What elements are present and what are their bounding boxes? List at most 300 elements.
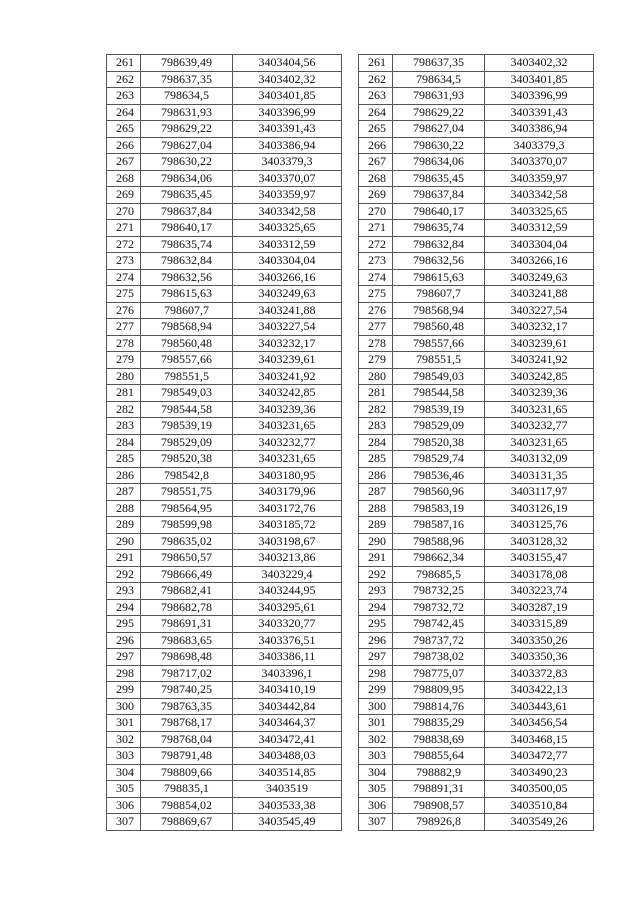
x-coordinate-cell: 798738,02 [393, 649, 485, 666]
point-number-cell: 305 [107, 781, 141, 798]
table-row [107, 121, 342, 138]
x-coordinate-cell: 798630,22 [393, 137, 485, 154]
x-coordinate-cell: 798568,94 [393, 302, 485, 319]
y-coordinate-cell: 3403172,76 [233, 500, 342, 517]
x-coordinate-cell: 798691,31 [141, 616, 233, 633]
y-coordinate-cell: 3403464,37 [233, 715, 342, 732]
y-coordinate-cell: 3403342,58 [485, 187, 594, 204]
x-coordinate-cell: 798763,35 [141, 698, 233, 715]
table-row [359, 418, 594, 435]
table-row [359, 632, 594, 649]
x-coordinate-cell: 798607,7 [393, 286, 485, 303]
x-coordinate-cell: 798775,07 [393, 665, 485, 682]
point-number-cell: 299 [359, 682, 393, 699]
x-coordinate-cell: 798629,22 [393, 104, 485, 121]
point-number-cell: 283 [107, 418, 141, 435]
point-number-cell: 272 [107, 236, 141, 253]
x-coordinate-cell: 798637,35 [141, 71, 233, 88]
x-coordinate-cell: 798564,95 [141, 500, 233, 517]
point-number-cell: 304 [107, 764, 141, 781]
y-coordinate-cell: 3403549,26 [485, 814, 594, 831]
y-coordinate-cell: 3403242,85 [233, 385, 342, 402]
point-number-cell: 307 [359, 814, 393, 831]
point-number-cell: 272 [359, 236, 393, 253]
point-number-cell: 290 [107, 533, 141, 550]
table-row [107, 385, 342, 402]
point-number-cell: 287 [107, 484, 141, 501]
x-coordinate-cell: 798637,84 [393, 187, 485, 204]
y-coordinate-cell: 3403179,96 [233, 484, 342, 501]
table-row [359, 550, 594, 567]
y-coordinate-cell: 3403231,65 [485, 434, 594, 451]
table-row [107, 814, 342, 831]
point-number-cell: 266 [359, 137, 393, 154]
point-number-cell: 276 [359, 302, 393, 319]
x-coordinate-cell: 798635,45 [393, 170, 485, 187]
point-number-cell: 300 [107, 698, 141, 715]
y-coordinate-cell: 3403232,17 [233, 335, 342, 352]
x-coordinate-cell: 798882,9 [393, 764, 485, 781]
y-coordinate-cell: 3403213,86 [233, 550, 342, 567]
y-coordinate-cell: 3403533,38 [233, 797, 342, 814]
y-coordinate-cell: 3403468,15 [485, 731, 594, 748]
x-coordinate-cell: 798640,17 [393, 203, 485, 220]
table-row [107, 599, 342, 616]
y-coordinate-cell: 3403325,65 [233, 220, 342, 237]
y-coordinate-cell: 3403229,4 [233, 566, 342, 583]
y-coordinate-cell: 3403266,16 [233, 269, 342, 286]
point-number-cell: 302 [359, 731, 393, 748]
point-number-cell: 286 [107, 467, 141, 484]
x-coordinate-cell: 798869,67 [141, 814, 233, 831]
table-row [107, 401, 342, 418]
point-number-cell: 281 [107, 385, 141, 402]
table-row [359, 665, 594, 682]
x-coordinate-cell: 798560,48 [141, 335, 233, 352]
x-coordinate-cell: 798768,17 [141, 715, 233, 732]
x-coordinate-cell: 798520,38 [393, 434, 485, 451]
table-row [359, 781, 594, 798]
table-row [359, 302, 594, 319]
point-number-cell: 307 [107, 814, 141, 831]
x-coordinate-cell: 798854,02 [141, 797, 233, 814]
y-coordinate-cell: 3403232,77 [233, 434, 342, 451]
point-number-cell: 283 [359, 418, 393, 435]
y-coordinate-cell: 3403312,59 [233, 236, 342, 253]
table-row [359, 467, 594, 484]
y-coordinate-cell: 3403386,94 [485, 121, 594, 138]
x-coordinate-cell: 798650,57 [141, 550, 233, 567]
y-coordinate-cell: 3403386,11 [233, 649, 342, 666]
point-number-cell: 273 [359, 253, 393, 270]
point-number-cell: 267 [107, 154, 141, 171]
x-coordinate-cell: 798855,64 [393, 748, 485, 765]
point-number-cell: 291 [107, 550, 141, 567]
point-number-cell: 271 [107, 220, 141, 237]
point-number-cell: 277 [359, 319, 393, 336]
point-number-cell: 294 [359, 599, 393, 616]
y-coordinate-cell: 3403249,63 [485, 269, 594, 286]
table-row [359, 764, 594, 781]
y-coordinate-cell: 3403456,54 [485, 715, 594, 732]
point-number-cell: 282 [359, 401, 393, 418]
y-coordinate-cell: 3403232,17 [485, 319, 594, 336]
x-coordinate-cell: 798568,94 [141, 319, 233, 336]
point-number-cell: 292 [359, 566, 393, 583]
coordinates-table-left [106, 54, 342, 831]
table-row [107, 632, 342, 649]
point-number-cell: 262 [107, 71, 141, 88]
point-number-cell: 271 [359, 220, 393, 237]
x-coordinate-cell: 798627,04 [141, 137, 233, 154]
y-coordinate-cell: 3403126,19 [485, 500, 594, 517]
y-coordinate-cell: 3403131,35 [485, 467, 594, 484]
y-coordinate-cell: 3403304,04 [485, 236, 594, 253]
coordinates-table-right [358, 54, 594, 831]
table-row [359, 220, 594, 237]
table-row [107, 665, 342, 682]
x-coordinate-cell: 798607,7 [141, 302, 233, 319]
table-row [107, 764, 342, 781]
table-row [359, 517, 594, 534]
table-row [107, 583, 342, 600]
y-coordinate-cell: 3403295,61 [233, 599, 342, 616]
x-coordinate-cell: 798768,04 [141, 731, 233, 748]
point-number-cell: 301 [359, 715, 393, 732]
table-row [359, 682, 594, 699]
y-coordinate-cell: 3403410,19 [233, 682, 342, 699]
table-row [107, 731, 342, 748]
table-row [359, 797, 594, 814]
y-coordinate-cell: 3403155,47 [485, 550, 594, 567]
table-row [107, 616, 342, 633]
table-row [107, 137, 342, 154]
y-coordinate-cell: 3403227,54 [485, 302, 594, 319]
table-row [359, 203, 594, 220]
y-coordinate-cell: 3403402,32 [233, 71, 342, 88]
y-coordinate-cell: 3403266,16 [485, 253, 594, 270]
x-coordinate-cell: 798632,84 [141, 253, 233, 270]
y-coordinate-cell: 3403180,95 [233, 467, 342, 484]
y-coordinate-cell: 3403241,88 [233, 302, 342, 319]
point-number-cell: 297 [359, 649, 393, 666]
x-coordinate-cell: 798615,63 [393, 269, 485, 286]
x-coordinate-cell: 798557,66 [141, 352, 233, 369]
x-coordinate-cell: 798551,5 [141, 368, 233, 385]
point-number-cell: 290 [359, 533, 393, 550]
table-row [107, 517, 342, 534]
y-coordinate-cell: 3403231,65 [233, 451, 342, 468]
y-coordinate-cell: 3403370,07 [233, 170, 342, 187]
x-coordinate-cell: 798583,19 [393, 500, 485, 517]
x-coordinate-cell: 798542,8 [141, 467, 233, 484]
table-row [107, 88, 342, 105]
y-coordinate-cell: 3403239,61 [485, 335, 594, 352]
table-row [359, 715, 594, 732]
x-coordinate-cell: 798835,1 [141, 781, 233, 798]
y-coordinate-cell: 3403396,99 [485, 88, 594, 105]
x-coordinate-cell: 798544,58 [393, 385, 485, 402]
point-number-cell: 291 [359, 550, 393, 567]
x-coordinate-cell: 798536,46 [393, 467, 485, 484]
table-row [107, 748, 342, 765]
x-coordinate-cell: 798635,02 [141, 533, 233, 550]
y-coordinate-cell: 3403304,04 [233, 253, 342, 270]
table-row [359, 451, 594, 468]
point-number-cell: 295 [359, 616, 393, 633]
y-coordinate-cell: 3403239,36 [233, 401, 342, 418]
y-coordinate-cell: 3403401,85 [485, 71, 594, 88]
y-coordinate-cell: 3403325,65 [485, 203, 594, 220]
x-coordinate-cell: 798551,75 [141, 484, 233, 501]
table-row [107, 170, 342, 187]
y-coordinate-cell: 3403396,1 [233, 665, 342, 682]
y-coordinate-cell: 3403396,99 [233, 104, 342, 121]
y-coordinate-cell: 3403443,61 [485, 698, 594, 715]
x-coordinate-cell: 798926,8 [393, 814, 485, 831]
x-coordinate-cell: 798629,22 [141, 121, 233, 138]
y-coordinate-cell: 3403132,09 [485, 451, 594, 468]
x-coordinate-cell: 798742,45 [393, 616, 485, 633]
table-row [359, 269, 594, 286]
point-number-cell: 306 [107, 797, 141, 814]
table-row [359, 533, 594, 550]
point-number-cell: 274 [107, 269, 141, 286]
x-coordinate-cell: 798791,48 [141, 748, 233, 765]
point-number-cell: 288 [359, 500, 393, 517]
table-row [359, 170, 594, 187]
table-body-left [107, 55, 342, 831]
x-coordinate-cell: 798557,66 [393, 335, 485, 352]
point-number-cell: 268 [107, 170, 141, 187]
point-number-cell: 289 [359, 517, 393, 534]
table-row [359, 154, 594, 171]
point-number-cell: 280 [107, 368, 141, 385]
x-coordinate-cell: 798632,56 [393, 253, 485, 270]
x-coordinate-cell: 798640,17 [141, 220, 233, 237]
point-number-cell: 302 [107, 731, 141, 748]
x-coordinate-cell: 798838,69 [393, 731, 485, 748]
y-coordinate-cell: 3403242,85 [485, 368, 594, 385]
x-coordinate-cell: 798685,5 [393, 566, 485, 583]
table-row [359, 88, 594, 105]
table-row [359, 137, 594, 154]
x-coordinate-cell: 798634,5 [393, 71, 485, 88]
table-row [107, 187, 342, 204]
point-number-cell: 278 [359, 335, 393, 352]
y-coordinate-cell: 3403514,85 [233, 764, 342, 781]
table-row [359, 814, 594, 831]
x-coordinate-cell: 798809,66 [141, 764, 233, 781]
point-number-cell: 289 [107, 517, 141, 534]
point-number-cell: 279 [107, 352, 141, 369]
table-row [107, 533, 342, 550]
y-coordinate-cell: 3403404,56 [233, 55, 342, 72]
y-coordinate-cell: 3403320,77 [233, 616, 342, 633]
point-number-cell: 287 [359, 484, 393, 501]
table-row [359, 401, 594, 418]
table-row [359, 236, 594, 253]
point-number-cell: 284 [107, 434, 141, 451]
x-coordinate-cell: 798637,84 [141, 203, 233, 220]
point-number-cell: 270 [107, 203, 141, 220]
x-coordinate-cell: 798698,48 [141, 649, 233, 666]
point-number-cell: 303 [107, 748, 141, 765]
y-coordinate-cell: 3403241,92 [233, 368, 342, 385]
table-row [107, 236, 342, 253]
point-number-cell: 288 [107, 500, 141, 517]
x-coordinate-cell: 798683,65 [141, 632, 233, 649]
table-row [359, 500, 594, 517]
table-body-right [359, 55, 594, 831]
x-coordinate-cell: 798634,5 [141, 88, 233, 105]
y-coordinate-cell: 3403490,23 [485, 764, 594, 781]
x-coordinate-cell: 798549,03 [393, 368, 485, 385]
x-coordinate-cell: 798814,76 [393, 698, 485, 715]
x-coordinate-cell: 798544,58 [141, 401, 233, 418]
point-number-cell: 282 [107, 401, 141, 418]
table-row [359, 352, 594, 369]
y-coordinate-cell: 3403198,67 [233, 533, 342, 550]
point-number-cell: 304 [359, 764, 393, 781]
y-coordinate-cell: 3403241,88 [485, 286, 594, 303]
point-number-cell: 263 [107, 88, 141, 105]
y-coordinate-cell: 3403315,89 [485, 616, 594, 633]
y-coordinate-cell: 3403422,13 [485, 682, 594, 699]
table-row [359, 104, 594, 121]
x-coordinate-cell: 798615,63 [141, 286, 233, 303]
point-number-cell: 285 [359, 451, 393, 468]
y-coordinate-cell: 3403376,51 [233, 632, 342, 649]
x-coordinate-cell: 798835,29 [393, 715, 485, 732]
table-row [107, 335, 342, 352]
point-number-cell: 278 [107, 335, 141, 352]
point-number-cell: 298 [107, 665, 141, 682]
table-row [107, 71, 342, 88]
x-coordinate-cell: 798539,19 [141, 418, 233, 435]
y-coordinate-cell: 3403231,65 [233, 418, 342, 435]
table-row [107, 352, 342, 369]
point-number-cell: 299 [107, 682, 141, 699]
x-coordinate-cell: 798666,49 [141, 566, 233, 583]
y-coordinate-cell: 3403488,03 [233, 748, 342, 765]
x-coordinate-cell: 798587,16 [393, 517, 485, 534]
x-coordinate-cell: 798529,09 [141, 434, 233, 451]
y-coordinate-cell: 3403178,08 [485, 566, 594, 583]
x-coordinate-cell: 798717,02 [141, 665, 233, 682]
point-number-cell: 280 [359, 368, 393, 385]
point-number-cell: 306 [359, 797, 393, 814]
table-row [107, 649, 342, 666]
table-row [107, 434, 342, 451]
point-number-cell: 295 [107, 616, 141, 633]
y-coordinate-cell: 3403350,26 [485, 632, 594, 649]
x-coordinate-cell: 798809,95 [393, 682, 485, 699]
table-row [107, 715, 342, 732]
x-coordinate-cell: 798520,38 [141, 451, 233, 468]
table-row [107, 797, 342, 814]
point-number-cell: 296 [359, 632, 393, 649]
table-row [359, 319, 594, 336]
y-coordinate-cell: 3403500,05 [485, 781, 594, 798]
point-number-cell: 293 [107, 583, 141, 600]
x-coordinate-cell: 798637,35 [393, 55, 485, 72]
x-coordinate-cell: 798737,72 [393, 632, 485, 649]
table-row [107, 286, 342, 303]
x-coordinate-cell: 798529,74 [393, 451, 485, 468]
point-number-cell: 292 [107, 566, 141, 583]
point-number-cell: 279 [359, 352, 393, 369]
y-coordinate-cell: 3403379,3 [233, 154, 342, 171]
x-coordinate-cell: 798662,34 [393, 550, 485, 567]
table-row [359, 121, 594, 138]
x-coordinate-cell: 798632,56 [141, 269, 233, 286]
point-number-cell: 301 [107, 715, 141, 732]
y-coordinate-cell: 3403342,58 [233, 203, 342, 220]
y-coordinate-cell: 3403249,63 [233, 286, 342, 303]
point-number-cell: 305 [359, 781, 393, 798]
table-row [107, 203, 342, 220]
table-row [359, 484, 594, 501]
table-row [107, 302, 342, 319]
point-number-cell: 275 [107, 286, 141, 303]
y-coordinate-cell: 3403386,94 [233, 137, 342, 154]
table-row [107, 451, 342, 468]
y-coordinate-cell: 3403472,41 [233, 731, 342, 748]
x-coordinate-cell: 798539,19 [393, 401, 485, 418]
point-number-cell: 298 [359, 665, 393, 682]
table-row [359, 335, 594, 352]
table-row [359, 616, 594, 633]
table-row [107, 269, 342, 286]
x-coordinate-cell: 798630,22 [141, 154, 233, 171]
table-row [107, 418, 342, 435]
point-number-cell: 270 [359, 203, 393, 220]
x-coordinate-cell: 798732,72 [393, 599, 485, 616]
y-coordinate-cell: 3403227,54 [233, 319, 342, 336]
y-coordinate-cell: 3403510,84 [485, 797, 594, 814]
table-row [107, 253, 342, 270]
point-number-cell: 297 [107, 649, 141, 666]
x-coordinate-cell: 798635,74 [141, 236, 233, 253]
y-coordinate-cell: 3403117,97 [485, 484, 594, 501]
table-row [359, 253, 594, 270]
point-number-cell: 277 [107, 319, 141, 336]
table-row [107, 484, 342, 501]
x-coordinate-cell: 798560,48 [393, 319, 485, 336]
y-coordinate-cell: 3403442,84 [233, 698, 342, 715]
x-coordinate-cell: 798639,49 [141, 55, 233, 72]
y-coordinate-cell: 3403231,65 [485, 401, 594, 418]
point-number-cell: 262 [359, 71, 393, 88]
table-row [107, 104, 342, 121]
table-row [359, 55, 594, 72]
x-coordinate-cell: 798551,5 [393, 352, 485, 369]
x-coordinate-cell: 798632,84 [393, 236, 485, 253]
point-number-cell: 264 [107, 104, 141, 121]
y-coordinate-cell: 3403312,59 [485, 220, 594, 237]
point-number-cell: 264 [359, 104, 393, 121]
point-number-cell: 286 [359, 467, 393, 484]
point-number-cell: 294 [107, 599, 141, 616]
x-coordinate-cell: 798631,93 [141, 104, 233, 121]
point-number-cell: 275 [359, 286, 393, 303]
point-number-cell: 269 [359, 187, 393, 204]
x-coordinate-cell: 798682,78 [141, 599, 233, 616]
point-number-cell: 276 [107, 302, 141, 319]
table-row [107, 319, 342, 336]
y-coordinate-cell: 3403244,95 [233, 583, 342, 600]
